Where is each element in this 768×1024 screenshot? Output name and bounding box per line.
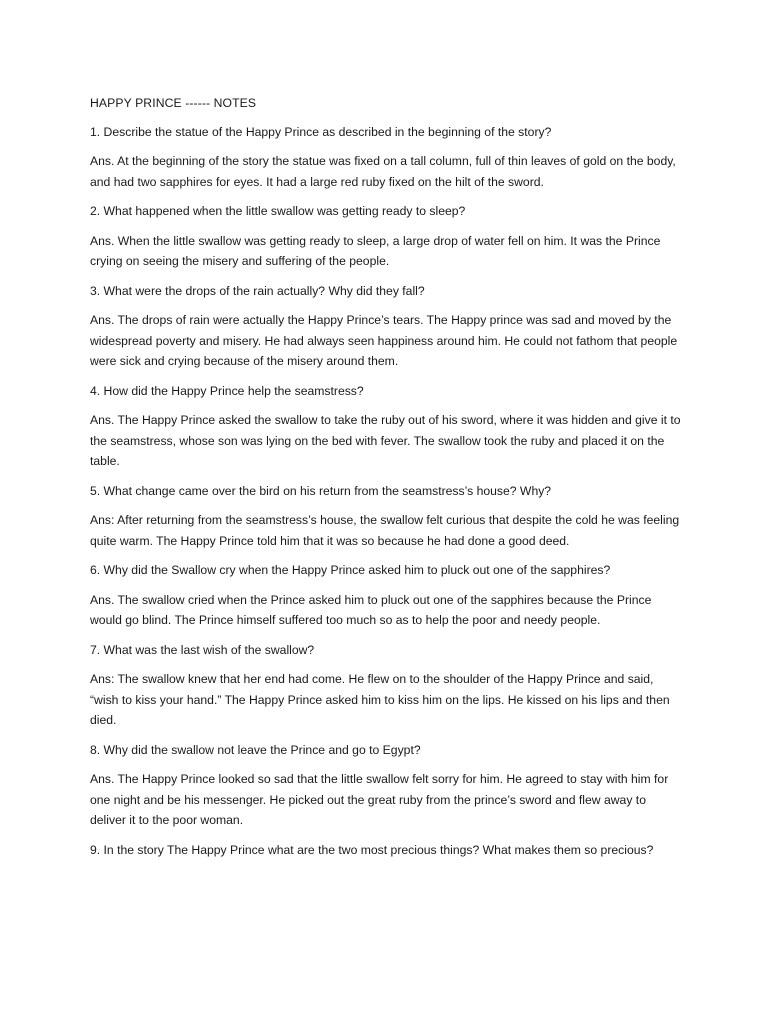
document-title: HAPPY PRINCE ------ NOTES xyxy=(90,96,257,110)
question-8: 8. Why did the swallow not leave the Prince and go to Egypt? xyxy=(90,742,421,757)
answer-5: Ans: After returning from the seamstress’s house, the swallow felt curious that despite the cold he was feeling quite warm. The Happy Prince told him that it was so because he had done a good deed. xyxy=(90,513,680,548)
answer-4: Ans. The Happy Prince asked the swallow to take the ruby out of his sword, where it was hidden and give it to the seamstress, whose son was lying on the bed with fever. The swallow took the ruby and placed it on the table. xyxy=(90,413,681,468)
answer-7: Ans: The swallow knew that her end had come. He flew on to the shoulder of the Happy Prince and said, “wish to kiss your hand.” The Happy Prince asked him to kiss him on the lips. He kissed on his lips and then died. xyxy=(90,672,670,727)
question-9: 9. In the story The Happy Prince what are the two most precious things? What makes them so precious? xyxy=(90,842,654,857)
question-2: 2. What happened when the little swallow was getting ready to sleep? xyxy=(90,204,466,218)
qa-item-9 xyxy=(90,840,685,861)
qa-item-1 xyxy=(90,122,685,193)
qa-item-4 xyxy=(90,381,685,472)
question-1: 1. Describe the statue of the Happy Prince as described in the beginning of the story? xyxy=(90,124,552,139)
answer-3: Ans. The drops of rain were actually the Happy Prince’s tears. The Happy prince was sad and moved by the widespread poverty and misery. He had always seen happiness around him. He could not fathom that people were sick and crying because of the misery around them. xyxy=(90,313,678,368)
answer-1: Ans. At the beginning of the story the statue was fixed on a tall column, full of thin leaves of gold on the body, and had two sapphires for eyes. It had a large red ruby fixed on the hilt of the sword. xyxy=(90,154,676,189)
qa-item-5 xyxy=(90,481,685,552)
qa-item-2 xyxy=(90,201,685,272)
question-4: 4. How did the Happy Prince help the seamstress? xyxy=(90,383,364,398)
question-7: 7. What was the last wish of the swallow? xyxy=(90,642,315,657)
document-content xyxy=(90,93,685,869)
answer-6: Ans. The swallow cried when the Prince asked him to pluck out one of the sapphires because the Prince would go blind. The Prince himself suffered too much so as to help the poor and needy people. xyxy=(90,592,652,627)
qa-item-8 xyxy=(90,740,685,831)
question-6: 6. Why did the Swallow cry when the Happy Prince asked him to pluck out one of the sapphires? xyxy=(90,563,611,577)
answer-8: Ans. The Happy Prince looked so sad that the little swallow felt sorry for him. He agreed to stay with him for one night and be his messenger. He picked out the great ruby from the prince’s sword and flew away to deliver it to the poor woman. xyxy=(90,772,669,827)
question-5: 5. What change came over the bird on his return from the seamstress’s house? Why? xyxy=(90,483,552,498)
answer-2: Ans. When the little swallow was getting ready to sleep, a large drop of water fell on him. It was the Prince crying on seeing the misery and suffering of the people. xyxy=(90,233,661,268)
qa-item-3 xyxy=(90,281,685,372)
question-3: 3. What were the drops of the rain actually? Why did they fall? xyxy=(90,283,425,298)
qa-item-7 xyxy=(90,640,685,731)
qa-item-6 xyxy=(90,560,685,631)
